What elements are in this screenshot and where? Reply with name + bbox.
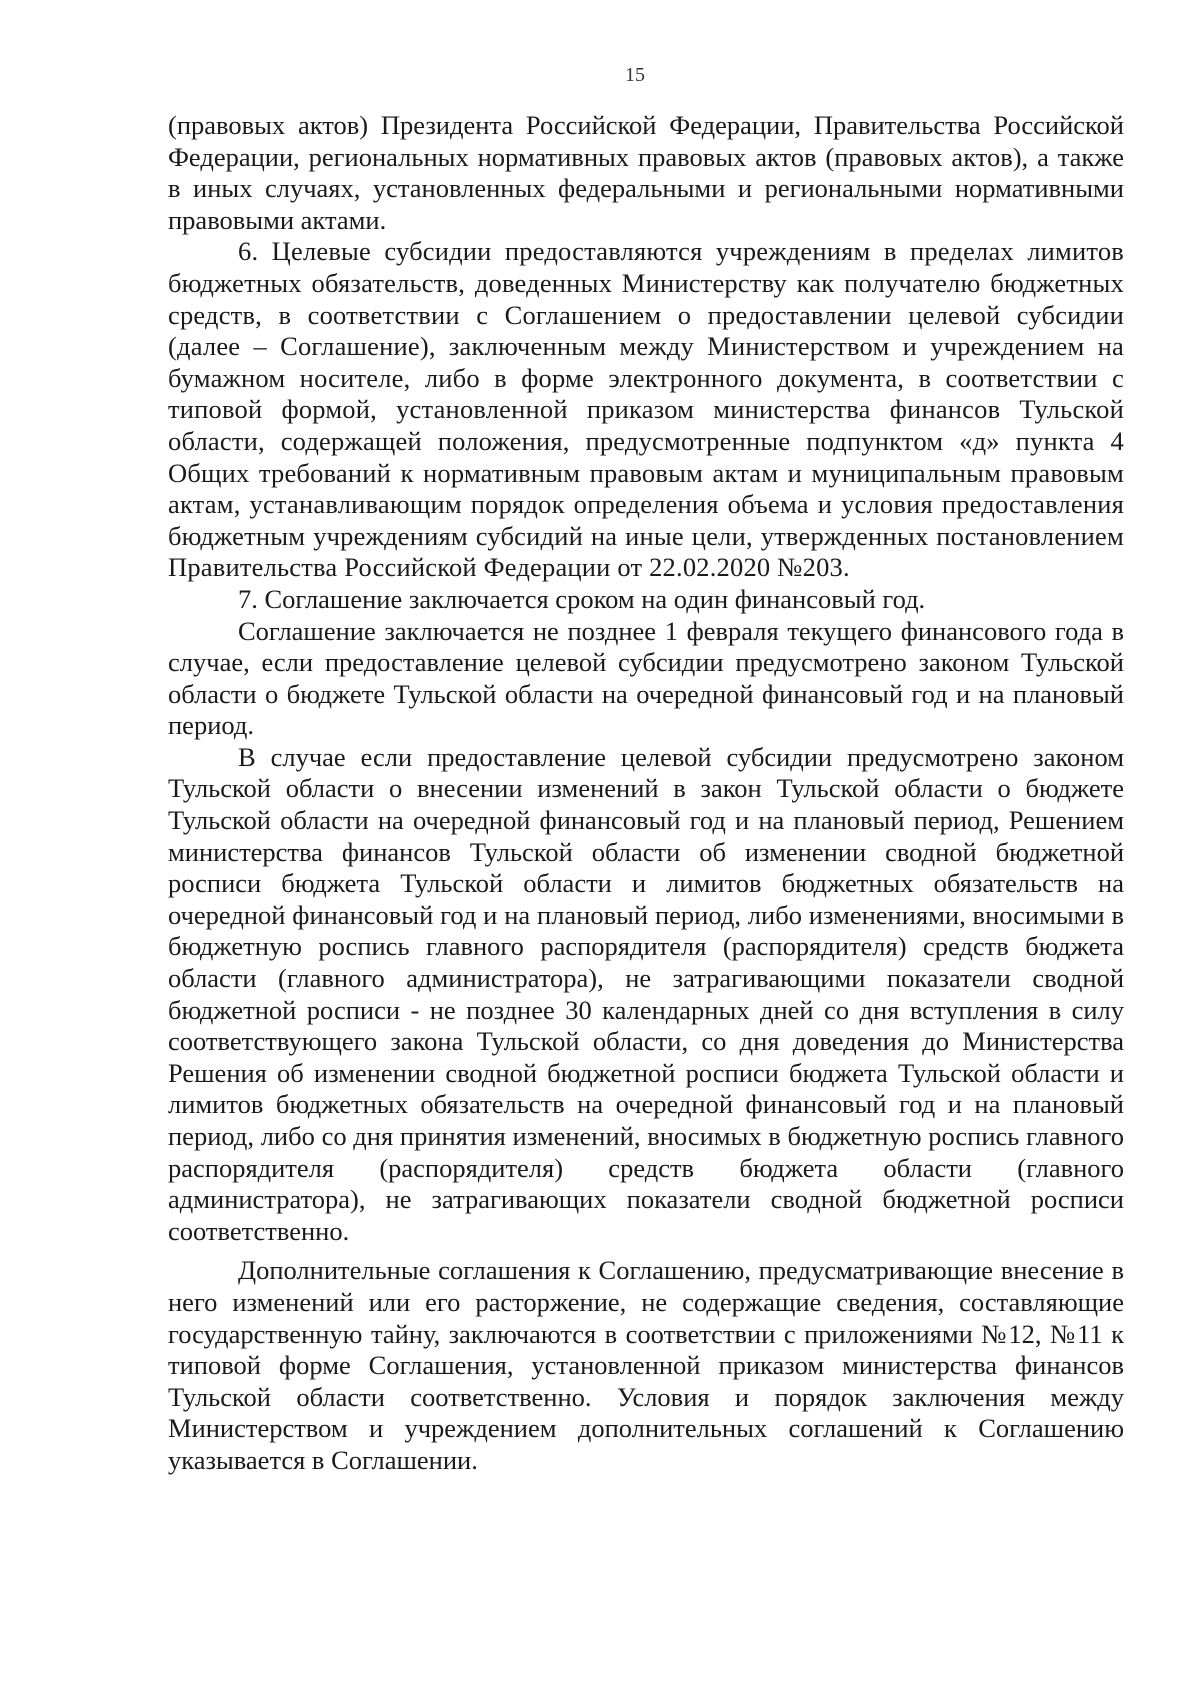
paragraph-continuation: (правовых актов) Президента Российской Федерации, Правительства Российской Федерации, региональных нормативных правовых актов (правовых актов), а также в иных случаях, установленных федеральными и региональными нормативными правовыми актами. — [168, 110, 1124, 235]
paragraph-item-7: 7. Соглашение заключается сроком на один финансовый год. — [238, 583, 926, 614]
paragraph-additional-agreements: Дополнительные соглашения к Соглашению, предусматривающие внесение в него изменений или его расторжение, не содержащие сведения, составляющие государственную тайну, заключаются в соответствии с приложениями №12, №11 к типовой форме Соглашения, установленной приказом министерства финансов Тульской области соответственно. Условия и порядок заключения между Министерством и учреждением дополнительных соглашений к Соглашению указывается в Соглашении. — [168, 1255, 1124, 1475]
page-number: 15 — [625, 64, 645, 86]
paragraph-budget-changes: В случае если предоставление целевой субсидии предусмотрено законом Тульской области о внесении изменений в закон Тульской области о бюджете Тульской области на очередной финансовый год и на плановый период, Решением министерства финансов Тульской области об изменении сводной бюджетной росписи бюджета Тульской области и лимитов бюджетных обязательств на очередной финансовый год и на плановый период, либо изменениями, вносимыми в бюджетную роспись главного распорядителя (распорядителя) средств бюджета области (главного администратора), не затрагивающими показатели сводной бюджетной росписи - не позднее 30 календарных дней со дня вступления в силу соответствующего закона Тульской области, со дня доведения до Министерства Решения об изменении сводной бюджетной росписи бюджета Тульской области и лимитов бюджетных обязательств на очередной финансовый год и на плановый период, либо со дня принятия изменений, вносимых в бюджетную роспись главного распорядителя (распорядителя) средств бюджета области (главного администратора), не затрагивающих показатели сводной бюджетной росписи соответственно. — [168, 741, 1124, 1246]
paragraph-agreement-deadline: Соглашение заключается не позднее 1 февраля текущего финансового года в случае, если предоставление целевой субсидии предусмотрено законом Тульской области о бюджете Тульской области на очередной финансовый год и на плановый период. — [168, 615, 1124, 741]
document-body — [168, 110, 1124, 1477]
paragraph-item-6: 6. Целевые субсидии предоставляются учреждениям в пределах лимитов бюджетных обязательств, доведенных Министерству как получателю бюджетных средств, в соответствии с Соглашением о предоставлении целевой субсидии (далее – Соглашение), заключенным между Министерством и учреждением на бумажном носителе, либо в форме электронного документа, в соответствии с типовой формой, установленной приказом министерства финансов Тульской области, содержащей положения, предусмотренные подпунктом «д» пункта 4 Общих требований к нормативным правовым актам и муниципальным правовым актам, устанавливающим порядок определения объема и условия предоставления бюджетным учреждениям субсидий на иные цели, утвержденных постановлением Правительства Российской Федерации от 22.02.2020 №203. — [168, 236, 1124, 583]
